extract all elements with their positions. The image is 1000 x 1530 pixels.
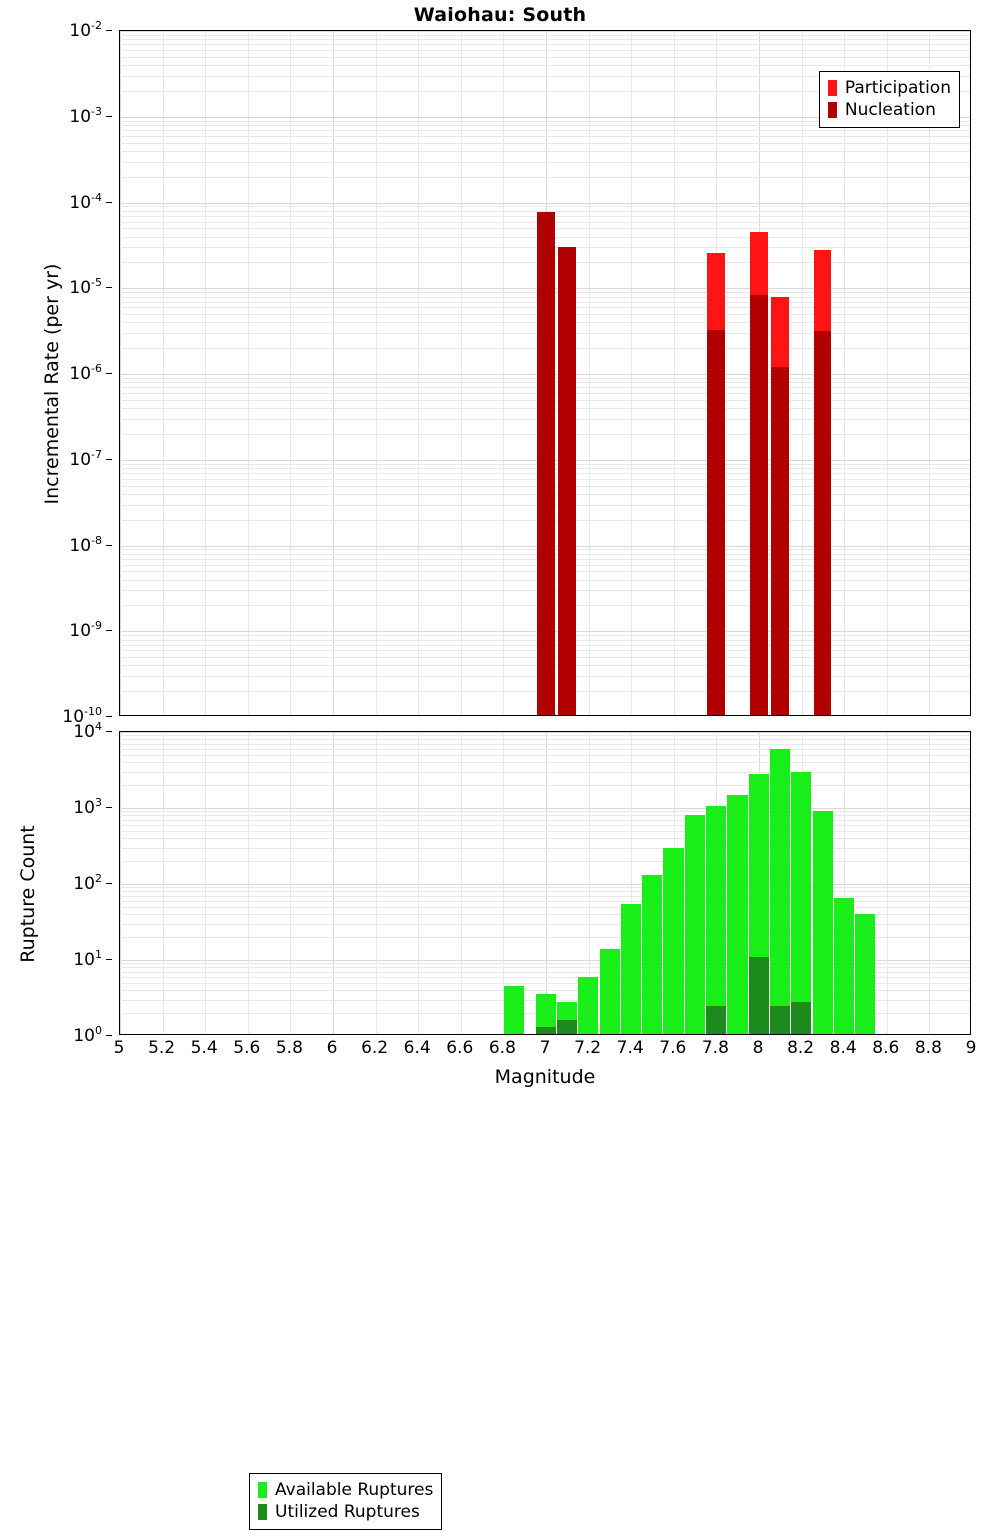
bar: [750, 295, 768, 715]
gridline: [887, 31, 888, 715]
bar: [770, 1006, 790, 1034]
x-tick-label: 5.4: [190, 1038, 218, 1058]
bar: [706, 1006, 726, 1034]
y-tick-label: $10^0$: [73, 1024, 102, 1046]
y-tick-label: $10^3$: [73, 796, 102, 818]
bar: [791, 1002, 811, 1034]
gridline: [205, 732, 206, 1034]
bar: [642, 875, 662, 1034]
x-tick-label: 7.8: [701, 1038, 729, 1058]
gridline: [120, 848, 970, 849]
legend-label-available-ruptures: Available Ruptures: [275, 1480, 434, 1500]
gridline: [120, 820, 970, 821]
bar: [536, 1027, 556, 1034]
incremental-rate-plot: [119, 30, 971, 716]
bar: [771, 367, 789, 715]
bar: [707, 330, 725, 715]
available-ruptures-swatch-icon: [258, 1482, 267, 1498]
y-tick-label: $10^{-8}$: [69, 533, 102, 556]
gridline: [120, 732, 121, 1034]
gridline: [290, 31, 291, 715]
gridline: [120, 39, 970, 40]
gridline: [120, 808, 970, 809]
bar: [663, 848, 683, 1034]
x-axis-label: Magnitude: [494, 1066, 596, 1088]
gridline: [631, 31, 632, 715]
gridline: [120, 891, 970, 892]
gridline: [120, 203, 970, 204]
bar: [504, 986, 524, 1034]
gridline: [120, 739, 970, 740]
tick-mark: [106, 716, 112, 717]
gridline: [163, 732, 164, 1034]
gridline: [120, 755, 970, 756]
utilized-ruptures-swatch-icon: [258, 1504, 267, 1520]
legend-label-utilized-ruptures: Utilized Ruptures: [275, 1502, 420, 1522]
x-tick-label: 6.2: [361, 1038, 389, 1058]
gridline: [120, 762, 970, 763]
gridline: [120, 887, 970, 888]
gridline: [120, 772, 970, 773]
gridline: [120, 811, 970, 812]
gridline: [589, 31, 590, 715]
x-tick-label: 7: [539, 1038, 551, 1058]
gridline: [929, 31, 930, 715]
x-tick-label: 7.6: [659, 1038, 687, 1058]
tick-mark: [106, 731, 112, 732]
y-tick-label: $10^{-3}$: [69, 104, 102, 127]
y-tick-label: $10^{-5}$: [69, 276, 102, 299]
gridline: [120, 35, 970, 36]
bar: [813, 811, 833, 1034]
x-tick-label: 8.8: [914, 1038, 942, 1058]
legend-label-nucleation: Nucleation: [844, 100, 936, 120]
bar: [600, 949, 620, 1034]
legend-item-utilized-ruptures: [258, 1501, 433, 1523]
gridline: [120, 785, 970, 786]
x-tick-label: 8: [752, 1038, 764, 1058]
x-tick-label: 5.8: [275, 1038, 303, 1058]
gridline: [120, 735, 970, 736]
participation-swatch-icon: [828, 80, 837, 96]
top-y-axis-label: Incremental Rate (per yr): [41, 263, 63, 505]
gridline: [205, 31, 206, 715]
gridline: [120, 162, 970, 163]
gridline: [120, 143, 970, 144]
x-tick-label: 6: [326, 1038, 338, 1058]
gridline: [929, 732, 930, 1034]
gridline: [120, 57, 970, 58]
x-tick-label: 5.6: [233, 1038, 261, 1058]
gridline: [120, 136, 970, 137]
legend-item-nucleation: [828, 99, 951, 121]
x-tick-label: 8.4: [829, 1038, 857, 1058]
y-tick-label: $10^4$: [73, 720, 102, 742]
x-tick-label: 6.4: [403, 1038, 431, 1058]
x-tick-label: 8.2: [787, 1038, 815, 1058]
tick-mark: [106, 373, 112, 374]
bar: [578, 977, 598, 1034]
x-axis-ticks: [113, 1038, 977, 1060]
x-tick-label: 7.2: [574, 1038, 602, 1058]
bottom-y-axis-label: Rupture Count: [17, 825, 39, 963]
bar: [706, 806, 726, 1034]
gridline: [418, 31, 419, 715]
tick-mark: [106, 883, 112, 884]
gridline: [120, 744, 970, 745]
gridline: [120, 861, 970, 862]
gridline: [120, 31, 121, 715]
gridline: [546, 732, 547, 1034]
gridline: [120, 50, 970, 51]
gridline: [120, 896, 970, 897]
y-tick-label: $10^{-4}$: [69, 190, 102, 213]
bar: [727, 795, 747, 1034]
top-legend: [819, 71, 960, 128]
gridline: [120, 130, 970, 131]
gridline: [461, 732, 462, 1034]
y-tick-label: $10^{-7}$: [69, 447, 102, 470]
gridline: [376, 732, 377, 1034]
gridline: [163, 31, 164, 715]
tick-mark: [106, 959, 112, 960]
x-tick-label: 6.6: [446, 1038, 474, 1058]
gridline: [120, 749, 970, 750]
gridline: [120, 177, 970, 178]
y-tick-label: $10^{-9}$: [69, 619, 102, 642]
tick-mark: [106, 459, 112, 460]
gridline: [120, 815, 970, 816]
nucleation-swatch-icon: [828, 102, 837, 118]
gridline: [248, 31, 249, 715]
gridline: [120, 825, 970, 826]
gridline: [844, 31, 845, 715]
gridline: [376, 31, 377, 715]
tick-mark: [106, 545, 112, 546]
gridline: [887, 732, 888, 1034]
gridline: [120, 65, 970, 66]
tick-mark: [106, 1035, 112, 1036]
bar: [855, 914, 875, 1034]
gridline: [120, 831, 970, 832]
gridline: [333, 31, 334, 715]
gridline: [120, 31, 970, 32]
gridline: [290, 732, 291, 1034]
gridline: [248, 732, 249, 1034]
gridline: [802, 31, 803, 715]
gridline: [120, 206, 970, 207]
x-tick-label: 5.2: [148, 1038, 176, 1058]
tick-mark: [106, 116, 112, 117]
bottom-legend: [249, 1473, 442, 1530]
gridline: [120, 732, 970, 733]
tick-mark: [106, 807, 112, 808]
bar: [749, 957, 769, 1034]
tick-mark: [106, 30, 112, 31]
x-tick-label: 7.4: [616, 1038, 644, 1058]
bar: [621, 904, 641, 1034]
bar: [557, 1020, 577, 1034]
x-tick-label: 9: [965, 1038, 977, 1058]
y-tick-label: $10^{-2}$: [69, 19, 102, 41]
bar: [537, 212, 555, 715]
y-tick-label: $10^1$: [73, 948, 102, 970]
tick-mark: [106, 287, 112, 288]
gridline: [120, 151, 970, 152]
top-plot-area: [120, 31, 970, 715]
legend-item-available-ruptures: [258, 1479, 433, 1501]
gridline: [674, 31, 675, 715]
gridline: [418, 732, 419, 1034]
gridline: [503, 31, 504, 715]
y-tick-label: $10^2$: [73, 872, 102, 894]
gridline: [333, 732, 334, 1034]
bottom-plot-area: [120, 732, 970, 1034]
gridline: [120, 838, 970, 839]
gridline: [120, 884, 970, 885]
gridline: [120, 44, 970, 45]
page-title: Waiohau: South: [413, 4, 587, 26]
bar: [685, 815, 705, 1034]
bar: [834, 898, 854, 1034]
tick-mark: [106, 202, 112, 203]
tick-mark: [106, 630, 112, 631]
x-tick-label: 6.8: [488, 1038, 516, 1058]
x-tick-label: 8.6: [872, 1038, 900, 1058]
bar: [791, 772, 811, 1034]
y-tick-label: $10^{-10}$: [62, 705, 102, 727]
gridline: [461, 31, 462, 715]
y-tick-label: $10^{-6}$: [69, 362, 102, 384]
bar: [770, 749, 790, 1034]
bar: [558, 247, 576, 715]
legend-item-participation: [828, 77, 951, 99]
bar: [814, 331, 832, 715]
legend-label-participation: Participation: [844, 78, 951, 98]
x-tick-label: 5: [113, 1038, 125, 1058]
